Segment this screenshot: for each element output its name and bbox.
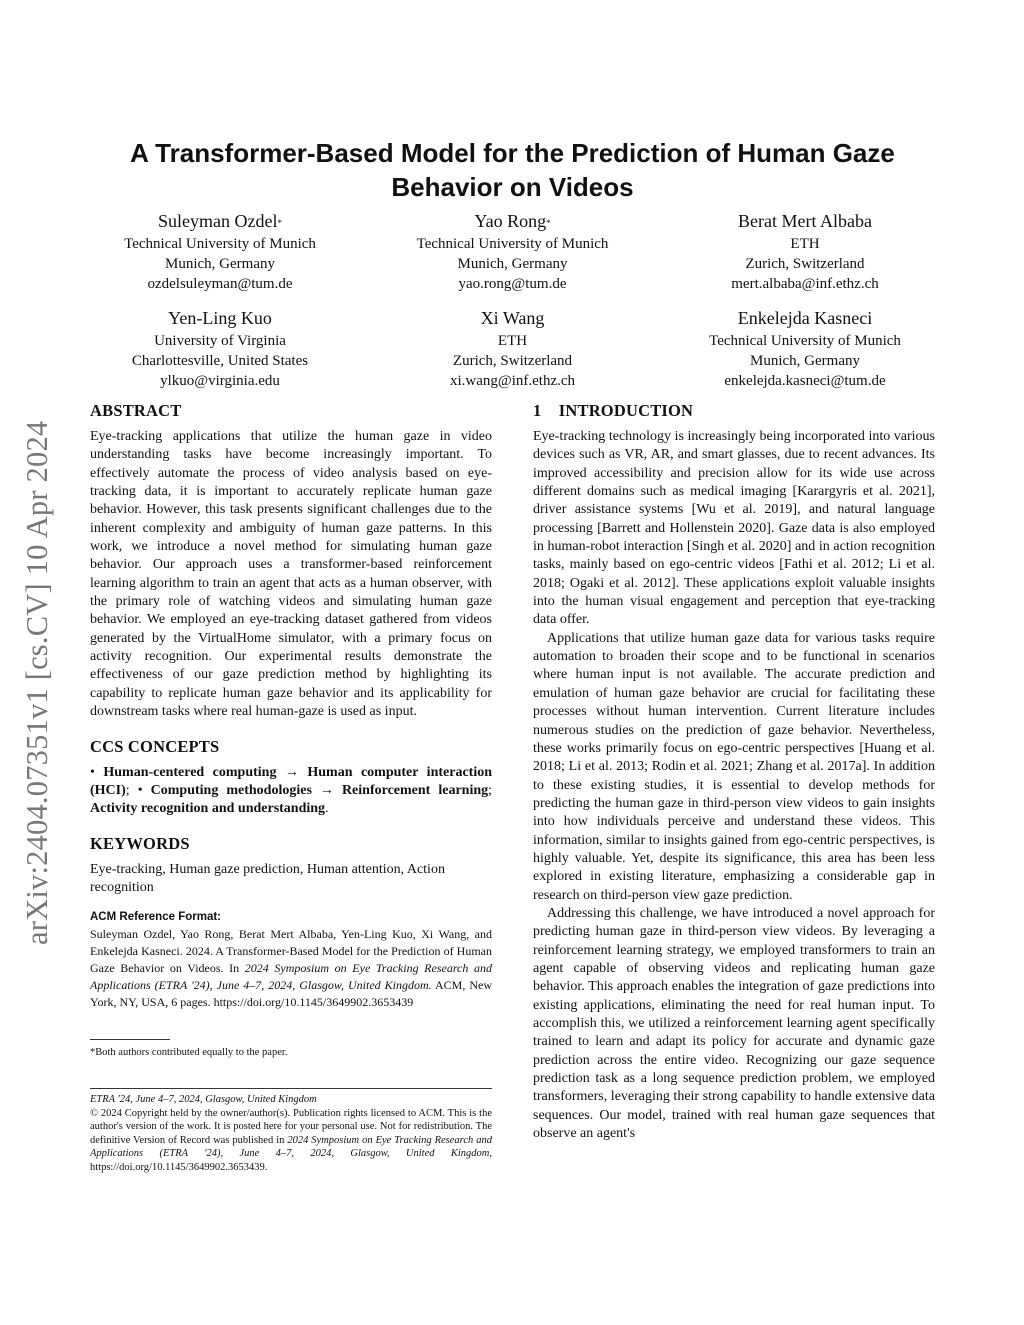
author-email[interactable]: ylkuo@virginia.edu (160, 373, 280, 389)
copyright-venue: 2024 Symposium on Eye Tracking Research and Applications (ETRA '24), June 4–7, 2024, Glasgow, United Kingdom (90, 1134, 492, 1160)
copyright-doi: , https://doi.org/10.1145/3649902.3653439. (90, 1148, 492, 1173)
arxiv-identifier: arXiv:2404.07351v1 [cs.CV] 10 Apr 2024 (20, 420, 54, 945)
author-name: Yao Rong (474, 211, 547, 231)
keywords-heading: KEYWORDS (90, 833, 190, 853)
ccs-concept: Computing methodologies → Reinforcement learning (150, 782, 489, 798)
author-card (383, 305, 643, 391)
bullet: • (90, 764, 95, 780)
author-location: Zurich, Switzerland (452, 353, 573, 369)
author-location: Zurich, Switzerland (745, 256, 865, 272)
abstract-text: Eye-tracking applications that utilize the human gaze in video understanding tasks have become increasingly important. To effectively automate the process of video analysis based on eye-tracking data, it is important to accurately replicate human gaze behavior. However, this task presents significant challenges due to the inherent complexity and ambiguity of human gaze patterns. In this work, we introduce a novel method for simulating human gaze behavior. Our approach uses a transformer-based reinforcement learning algorithm to train an agent that acts as a human observer, with the primary role of watching videos and simulating human gaze behavior. We employed an eye-tracking dataset gathered from videos generated by the VirtualHome simulator, with a primary focus on activity recognition. Our experimental results demonstrate the effectiveness of our gaze prediction method by highlighting its capability to replicate human gaze behavior and its applicability for downstream tasks where real human-gaze is used as input. (90, 429, 492, 720)
separator: ; (488, 782, 493, 798)
author-affiliation: Technical University of Munich (416, 236, 609, 252)
acm-reference (90, 909, 492, 1011)
author-email[interactable]: xi.wang@inf.ethz.ch (449, 373, 576, 389)
author-affiliation: ETH (497, 333, 528, 349)
author-affiliation: ETH (790, 236, 820, 252)
acm-reference-doi: ACM, New York, NY, USA, 6 pages. https://doi.org/10.1145/3649902.3653439 (90, 978, 492, 1010)
intro-paragraph: Addressing this challenge, we have introduced a novel approach for predicting human gaze in third-person view videos. By leveraging a reinforcement learning strategy, we employed transformers to train an agent capable of observing videos and replicating human gaze behavior. This approach enables the integration of gaze predictions into existing applications, eliminating the need for real human input. To accomplish this, we utilized a reinforcement learning agent specifically trained to learn and adapt its policy for accurate and dynamic gaze prediction across the entire video. Recognizing our gaze sequence prediction task as a long sequence prediction problem, we employed transformers, leveraging their strong capability to handle extensive data sequences. Our model, trained with real human gaze sequences that observe an agent's (533, 905, 935, 1142)
author-location: Munich, Germany (457, 256, 568, 272)
introduction-heading: 1 INTRODUCTION (533, 401, 694, 420)
author-location: Munich, Germany (750, 353, 860, 369)
author-name: Enkelejda Kasneci (737, 308, 873, 328)
acm-reference-venue: 2024 Symposium on Eye Tracking Research and Applications (ETRA '24), June 4–7, 2024, Glasgow, United Kingdom. (90, 961, 493, 993)
ccs-heading: CCS CONCEPTS (90, 736, 220, 756)
acm-reference-text: Suleyman Ozdel, Yao Rong, Berat Mert Albaba, Yen-Ling Kuo, Xi Wang, and Enkelejda Kasneci. 2024. A Transformer-Based Model for the Prediction of Human Gaze Behavior on Videos. In (90, 927, 492, 976)
author-row (90, 305, 935, 391)
copyright-divider (90, 1088, 492, 1089)
author-block (90, 208, 935, 402)
author-email[interactable]: ozdelsuleyman@tum.de (147, 276, 293, 292)
copyright-text: © 2024 Copyright held by the owner/author(s). Publication rights licensed to ACM. This is the author's version of the work. It is posted here for your personal use. Not for redistribution. The definitive Version of Record was published in (90, 1107, 492, 1146)
author-card (675, 305, 935, 391)
intro-paragraph: Eye-tracking technology is increasingly being incorporated into various devices such as VR, AR, and smart glasses, due to recent advances. Its improved accessibility and precision allow for its wide use across different domains such as medical imaging [Karargyris et al. 2021], driver assistance systems [Wu et al. 2019], and natural language processing [Barrett and Hollenstein 2020]. Gaze data is also employed in human-robot interaction [Singh et al. 2020] and in action recognition tasks, mainly based on ego-centric videos [Fathi et al. 2012; Li et al. 2018; Ogaki et al. 2012]. These applications exploit valuable insights into the human visual engagement and perception that eye-tracking data offer. (533, 429, 935, 628)
author-card (383, 208, 643, 294)
author-card (90, 208, 350, 294)
footnote: *Both authors contributed equally to the paper. (90, 1047, 288, 1059)
author-email[interactable]: mert.albaba@inf.ethz.ch (731, 276, 879, 292)
footnote-divider (90, 1039, 170, 1040)
author-location: Munich, Germany (165, 256, 275, 272)
period: . (325, 801, 329, 817)
ccs-concepts (90, 764, 492, 819)
title-line-2: Behavior on Videos (391, 172, 634, 202)
copyright-block (90, 1093, 492, 1174)
equal-contribution-mark: * (277, 218, 282, 228)
separator: ; (125, 782, 138, 798)
author-name: Yen-Ling Kuo (168, 308, 272, 328)
intro-paragraph: Applications that utilize human gaze data for various tasks require automation to broaden their scope and to be functional in scenarios where human input is not available. The accurate prediction and emulation of human gaze behavior are crucial for facilitating these processes without human intervention. Current literature includes numerous studies on the prediction of gaze behavior. Nevertheless, these works primarily focus on ego-centric perspectives [Huang et al. 2018; Li et al. 2013; Rodin et al. 2021; Zhang et al. 2017a]. In addition to these existing studies, it is essential to develop methods for predicting the human gaze in third-person view videos to gain insights into how individuals perceive and understand these videos. This information, similar to insights gained from ego-centric perspectives, is highly valuable. Yet, despite its significance, this area has been less explored in existing literature, emphasizing a considerable gap in research on third-person view gaze prediction. (533, 630, 935, 903)
author-affiliation: Technical University of Munich (709, 333, 901, 349)
author-affiliation: University of Virginia (154, 333, 286, 349)
author-email[interactable]: yao.rong@tum.de (458, 276, 567, 292)
acm-reference-label: ACM Reference Format: (90, 911, 221, 924)
venue-line: ETRA '24, June 4–7, 2024, Glasgow, United Kingdom (90, 1094, 317, 1106)
author-location: Charlottesville, United States (131, 353, 309, 369)
keywords-text: Eye-tracking, Human gaze prediction, Human attention, Action recognition (90, 861, 445, 895)
author-card (675, 208, 935, 294)
ccs-concept: Activity recognition and understanding (90, 801, 326, 817)
paper-title (90, 136, 935, 204)
right-column (533, 400, 935, 1143)
ccs-concept: Human-centered computing → Human computer interaction (HCI) (90, 764, 493, 798)
author-email[interactable]: enkelejda.kasneci@tum.de (724, 373, 886, 389)
author-row (90, 208, 935, 294)
author-affiliation: Technical University of Munich (124, 236, 316, 252)
author-name: Xi Wang (480, 308, 545, 328)
author-card (90, 305, 350, 391)
left-column (90, 400, 492, 1174)
author-name: Suleyman Ozdel (158, 211, 278, 231)
title-line-1: A Transformer-Based Model for the Prediction of Human Gaze (130, 138, 895, 168)
abstract-heading: ABSTRACT (90, 401, 182, 420)
author-name: Berat Mert Albaba (738, 211, 872, 231)
equal-contribution-mark: * (546, 218, 551, 228)
bullet: • (137, 782, 143, 798)
